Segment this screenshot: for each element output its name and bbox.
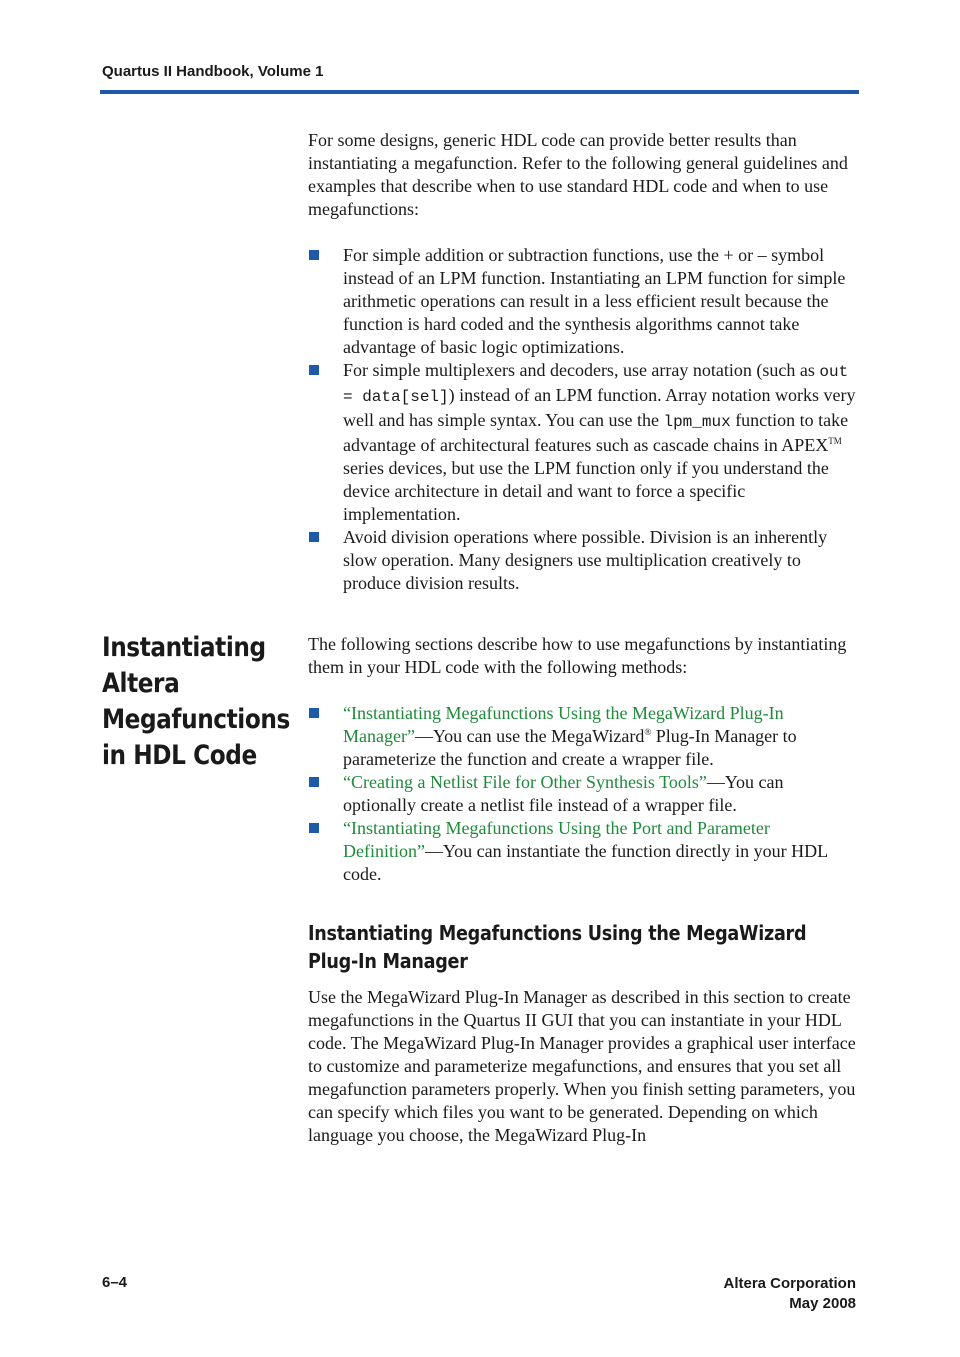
bullet-text: —You can optionally create a netlist file instead of a wrapper file.	[343, 772, 784, 815]
bullet-square-icon	[309, 708, 319, 718]
list-item	[308, 526, 860, 595]
subsection-heading: Instantiating Megafunctions Using the MegaWizard Plug-In Manager	[308, 921, 807, 973]
section-heading	[102, 630, 290, 774]
cross-reference-link[interactable]: “Creating a Netlist File for Other Synthesis Tools”	[343, 772, 707, 792]
bullet-text: function to take advantage of architectural features such as cascade chains in APEX	[343, 410, 849, 455]
publication-date: May 2008	[789, 1295, 856, 1312]
cross-reference-link[interactable]: “Instantiating Megafunctions Using the Port and Parameter Definition”	[343, 818, 770, 861]
section-heading-line: Instantiating	[102, 632, 266, 663]
intro-block	[308, 129, 860, 595]
bullet-text: For simple multiplexers and decoders, use array notation (such as	[343, 360, 820, 380]
bullet-text: Plug-In Manager to parameterize the function and create a wrapper file.	[343, 726, 797, 769]
bullet-square-icon	[309, 823, 319, 833]
list-item	[308, 817, 860, 886]
page-number: 6–4	[102, 1274, 128, 1291]
bullet-text: —You can instantiate the function directly in your HDL code.	[343, 841, 828, 884]
list-item	[308, 771, 860, 817]
list-item	[308, 359, 860, 526]
cross-reference-link[interactable]: “Instantiating Megafunctions Using the MegaWizard Plug-In Manager”	[343, 703, 784, 746]
section-heading-line: in HDL Code	[102, 740, 257, 771]
bullet-text: Avoid division operations where possible. Division is an inherently slow operation. Many designers use multiplication creatively to produce division results.	[343, 527, 828, 593]
section-intro: The following sections describe how to use megafunctions by instantiating them in your HDL code with the following methods:	[308, 634, 847, 677]
trademark: TM	[828, 436, 842, 446]
company-name: Altera Corporation	[723, 1275, 856, 1292]
code-snippet: out = data[sel]	[343, 363, 849, 406]
code-snippet: lpm_mux	[663, 413, 731, 431]
bullet-text: ) instead of an LPM function. Array notation works very well and has simple syntax. You can use the	[343, 385, 856, 430]
method-list	[308, 702, 860, 886]
bullet-text: series devices, but use the LPM function only if you understand the device architecture in detail and want to force a specific implementation.	[343, 458, 829, 524]
footer-imprint	[723, 1274, 856, 1314]
running-head: Quartus II Handbook, Volume 1	[102, 63, 324, 80]
bullet-text: —You can use the MegaWizard	[414, 726, 645, 746]
bullet-square-icon	[309, 532, 319, 542]
intro-paragraph: For some designs, generic HDL code can provide better results than instantiating a megafunction. Refer to the following general guidelines and examples that describe when to use standard HDL code and when to use megafunctions:	[308, 130, 848, 219]
bullet-text: For simple addition or subtraction functions, use the + or – symbol instead of an LPM function. Instantiating an LPM function for simple arithmetic operations can result in a less efficient result because the function is hard coded and the synthesis algorithms cannot take advantage of basic logic optimizations.	[343, 245, 846, 357]
section-block	[308, 633, 860, 1147]
bullet-square-icon	[309, 777, 319, 787]
list-item	[308, 244, 860, 359]
guideline-list	[308, 244, 860, 595]
list-item	[308, 702, 860, 771]
bullet-square-icon	[309, 250, 319, 260]
registered-mark: ®	[644, 727, 652, 737]
bullet-square-icon	[309, 365, 319, 375]
subsection-paragraph: Use the MegaWizard Plug-In Manager as described in this section to create megafunctions in the Quartus II GUI that you can instantiate in your HDL code. The MegaWizard Plug-In Manager provides a graphical user interface to customize and parameterize megafunctions, and ensures that you set all megafunction parameters properly. When you finish setting parameters, you can specify which files you want to be generated. Depending on which language you choose, the MegaWizard Plug-In	[308, 987, 856, 1145]
section-heading-line: Altera	[102, 668, 180, 699]
section-heading-line: Megafunctions	[102, 704, 290, 735]
header-rule	[100, 90, 859, 94]
